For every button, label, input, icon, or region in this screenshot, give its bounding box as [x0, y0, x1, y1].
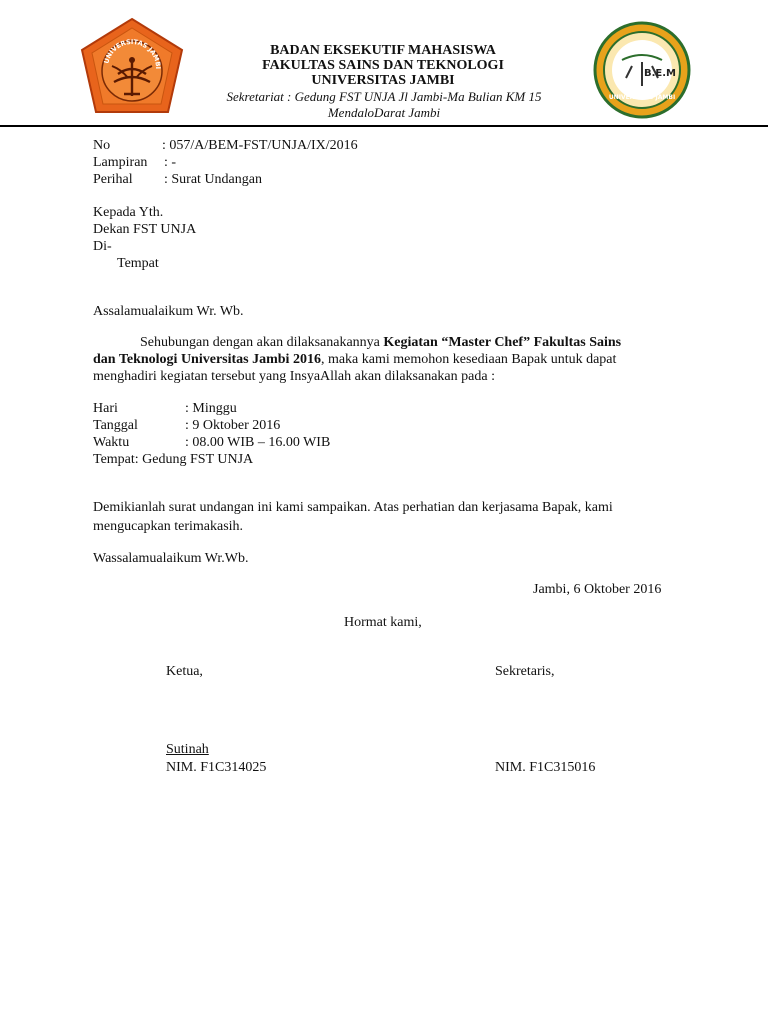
logo-right-bem-text: B.E.M	[644, 68, 677, 79]
hormat-kami: Hormat kami,	[344, 615, 422, 630]
hari-value: : Minggu	[185, 401, 237, 416]
greeting: Assalamualaikum Wr. Wb.	[93, 304, 244, 319]
closing-line-1: Demikianlah surat undangan ini kami sampaikan. Atas perhatian dan kerjasama Bapak, kami	[93, 500, 613, 515]
letterhead-line-3: UNIVERSITAS JAMBI	[311, 73, 455, 88]
no-value: : 057/A/BEM-FST/UNJA/IX/2016	[162, 138, 358, 153]
ketua-nim: NIM. F1C314025	[166, 760, 267, 775]
hari-label: Hari	[93, 401, 118, 416]
ketua-label: Ketua,	[166, 664, 203, 679]
tempat-line: Tempat: Gedung FST UNJA	[93, 452, 254, 467]
letterhead-divider	[0, 125, 768, 127]
lampiran-value: : -	[164, 155, 177, 170]
lampiran-label: Lampiran	[93, 155, 148, 170]
logo-right-bottom-text: UNIVERSITAS JAMBI	[608, 94, 676, 101]
no-label: No	[93, 138, 111, 153]
body-line-2: dan Teknologi Universitas Jambi 2016, maka kami memohon kesediaan Bapak untuk dapat	[93, 352, 617, 367]
waktu-label: Waktu	[93, 435, 130, 450]
ketua-name: Sutinah	[166, 742, 209, 757]
letter-date: Jambi, 6 Oktober 2016	[533, 582, 662, 597]
tanggal-value: : 9 Oktober 2016	[185, 418, 281, 433]
letterhead-line-1: BADAN EKSEKUTIF MAHASISWA	[270, 43, 496, 58]
letterhead-line-2: FAKULTAS SAINS DAN TEKNOLOGI	[262, 58, 504, 73]
recipient-line-4: Tempat	[117, 256, 159, 271]
recipient-line-3: Di-	[93, 239, 112, 254]
wassalam: Wassalamualaikum Wr.Wb.	[93, 551, 249, 566]
perihal-label: Perihal	[93, 172, 133, 187]
body-line-1: Sehubungan dengan akan dilaksanakannya Kegiatan “Master Chef” Fakultas Sains	[140, 335, 622, 350]
tanggal-label: Tanggal	[93, 418, 138, 433]
sekretaris-nim: NIM. F1C315016	[495, 760, 596, 775]
closing-line-2: mengucapkan terimakasih.	[93, 519, 244, 534]
body-line-3: menghadiri kegiatan tersebut yang InsyaAllah akan dilaksanakan pada :	[93, 369, 495, 384]
logo-left-arc-text: UNIVERSITAS JAMBI	[102, 37, 163, 70]
recipient-line-2: Dekan FST UNJA	[93, 222, 197, 237]
recipient-line-1: Kepada Yth.	[93, 205, 164, 220]
sekretaris-label: Sekretaris,	[495, 664, 555, 679]
letterhead-address-1: Sekretariat : Gedung FST UNJA Jl Jambi-Ma Bulian KM 15	[226, 89, 542, 104]
waktu-value: : 08.00 WIB – 16.00 WIB	[185, 435, 331, 450]
perihal-value: : Surat Undangan	[164, 172, 262, 187]
letterhead-address-2: MendaloDarat Jambi	[327, 105, 441, 120]
